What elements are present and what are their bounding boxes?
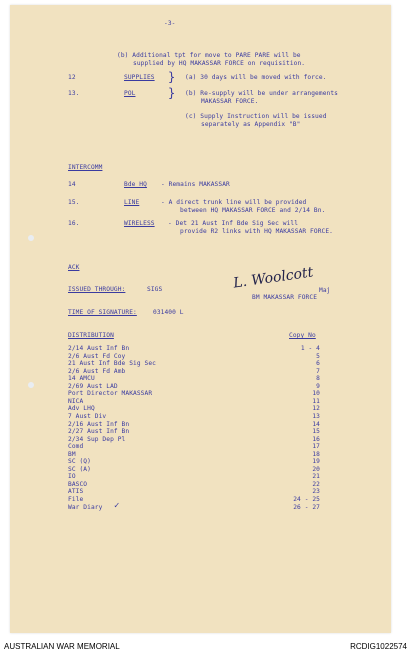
- distribution-copy-number: 7: [316, 367, 320, 375]
- distribution-unit: 2/6 Aust Fd Amb: [68, 367, 126, 375]
- item14-number: 14: [68, 181, 76, 188]
- distribution-copy-number: 26 - 27: [293, 503, 320, 511]
- distribution-unit: Adv LHQ: [68, 405, 95, 413]
- distribution-copy-number: 9: [316, 382, 320, 390]
- distribution-unit: NICA: [68, 397, 84, 405]
- item15-text-line2: between HQ MAKASSAR FORCE and 2/14 Bn.: [180, 207, 326, 214]
- punch-hole: [28, 382, 34, 388]
- distribution-copy-number: 5: [316, 352, 320, 360]
- page-number: -3-: [164, 20, 176, 27]
- distribution-unit: 2/16 Aust Inf Bn: [68, 420, 130, 428]
- issued-through-label: ISSUED THROUGH:: [68, 286, 126, 293]
- time-of-signature-label: TIME OF SIGNATURE:: [68, 309, 137, 316]
- distribution-unit: 2/69 Aust LAD: [68, 382, 118, 390]
- footer: [0, 638, 411, 654]
- item13-label: POL: [124, 90, 136, 97]
- distribution-copy-number: 12: [312, 405, 320, 413]
- distribution-copy-number: 17: [312, 443, 320, 451]
- item15-text-line1: - A direct trunk line will be provided: [161, 199, 307, 206]
- distribution-copy-number: 6: [316, 360, 320, 368]
- item13-c-line2: separately as Appendix "B": [201, 121, 301, 128]
- item16-text-line1: - Det 21 Aust Inf Bde Sig Sec will: [168, 220, 299, 227]
- distribution-copy-number: 22: [312, 480, 320, 488]
- distribution-copy-number: 18: [312, 450, 320, 458]
- distribution-copy-number: 8: [316, 375, 320, 383]
- brace: }: [168, 86, 176, 100]
- distribution-unit: SC (A): [68, 465, 91, 473]
- item14-label: Bde HQ: [124, 181, 147, 188]
- distribution-heading: DISTRIBUTION: [68, 332, 114, 339]
- item14-text: - Remains MAKASSAR: [161, 181, 230, 188]
- intercomm-heading: INTERCOMM: [68, 164, 103, 171]
- distribution-copy-number: 21: [312, 473, 320, 481]
- distribution-unit: SC (Q): [68, 458, 91, 466]
- item16-label: WIRELESS: [124, 220, 155, 227]
- distribution-copy-number: 13: [312, 412, 320, 420]
- distribution-unit: War Diary: [68, 503, 103, 511]
- item15-number: 15.: [68, 199, 80, 206]
- item16-number: 16.: [68, 220, 80, 227]
- item13-b-line2: MAKASSAR FORCE.: [201, 98, 259, 105]
- item13-number: 13.: [68, 90, 80, 97]
- rank: Maj: [319, 287, 331, 294]
- tick-mark: ✓: [114, 501, 120, 511]
- distribution-copy-number: 11: [312, 397, 320, 405]
- item12-text: (a) 30 days will be moved with force.: [185, 74, 327, 81]
- distribution-copy-number: 19: [312, 458, 320, 466]
- distribution-unit: IO: [68, 473, 76, 481]
- distribution-unit: 7 Aust Div: [68, 412, 107, 420]
- distribution-copy-number: 24 - 25: [293, 496, 320, 503]
- distribution-copy-number: 15: [312, 428, 320, 436]
- distribution-unit: File: [68, 496, 84, 503]
- distribution-unit: ATIS: [68, 488, 84, 496]
- distribution-copy-number: 20: [312, 465, 320, 473]
- distribution-unit: 2/27 Aust Inf Bn: [68, 428, 130, 436]
- brace: }: [168, 70, 176, 84]
- item12-label: SUPPLIES: [124, 74, 155, 81]
- item16-text-line2: provide R2 links with HQ MAKASSAR FORCE.: [180, 228, 334, 235]
- footer-archive-name: AUSTRALIAN WAR MEMORIAL: [4, 642, 120, 651]
- distribution-unit: Comd: [68, 443, 84, 451]
- distribution-unit: 21 Aust Inf Bde Sig Sec: [68, 360, 156, 368]
- distribution-unit: 14 AMCU: [68, 375, 95, 383]
- time-of-signature-value: 031400 L: [153, 309, 184, 316]
- item13-b-line1: (b) Re-supply will be under arrangements: [185, 90, 339, 97]
- distribution-unit: 2/14 Aust Inf Bn: [68, 345, 130, 352]
- para-b-line1: (b) Additional tpt for move to PARE PARE will be: [117, 52, 301, 59]
- item15-label: LINE: [124, 199, 140, 206]
- item13-c-line1: (c) Supply Instruction will be issued: [185, 113, 327, 120]
- distribution-unit: 2/34 Sup Dep Pl: [68, 435, 126, 443]
- distribution-unit: 2/6 Aust Fd Coy: [68, 352, 126, 360]
- ack-label: ACK: [68, 264, 80, 271]
- distribution-copy-number: 23: [312, 488, 320, 496]
- item12-number: 12: [68, 74, 76, 81]
- distribution-unit: BM: [68, 450, 76, 458]
- distribution-unit: BASCO: [68, 480, 88, 488]
- handwritten-signature: L. Woolcott: [232, 264, 315, 292]
- distribution-unit: Port Director MAKASSAR: [68, 390, 153, 398]
- signature-unit: BM MAKASSAR FORCE: [252, 294, 318, 301]
- distribution-copy-number: 14: [312, 420, 320, 428]
- distribution-copy-number: 16: [312, 435, 320, 443]
- distribution-copy-number: 1 - 4: [300, 345, 320, 352]
- copy-no-heading: Copy No: [289, 332, 316, 339]
- para-b-line2: supplied by HQ MAKASSAR FORCE on requisition.: [133, 60, 306, 67]
- footer-record-id: RCDIG1022574: [350, 642, 407, 651]
- distribution-copy-number: 10: [312, 390, 320, 398]
- issued-through-value: SIGS: [147, 286, 163, 293]
- punch-hole: [28, 235, 34, 241]
